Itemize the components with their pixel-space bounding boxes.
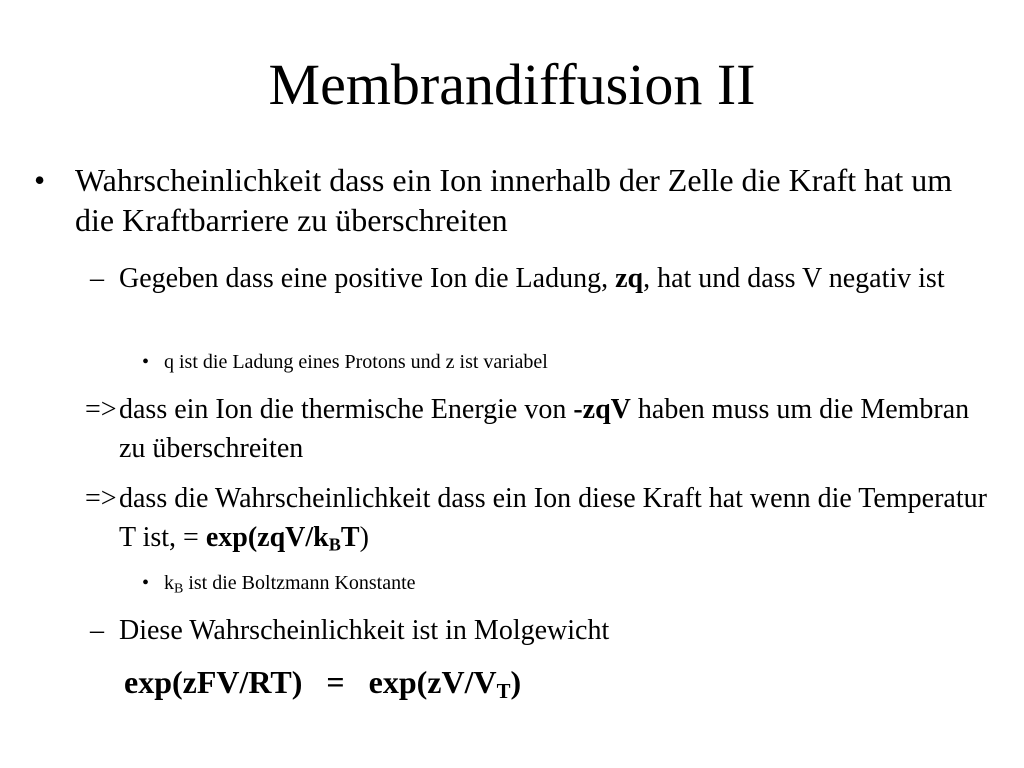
- arrow-marker: =>: [85, 483, 117, 514]
- sub-bullet-item: [0, 611, 1024, 650]
- emphasis: zq: [615, 263, 644, 294]
- sub-bullet-text: Diese Wahrscheinlichkeit ist in Molgewicht: [119, 615, 610, 646]
- bullet-item: [0, 160, 1024, 244]
- dash-icon: –: [90, 263, 104, 294]
- implication-text-block: dass ein Ion die thermische Energie von -zqV haben muss um die Membran zu überschreiten: [119, 394, 970, 464]
- emphasis: $\exp(zqV/k_BT$: [205, 522, 360, 555]
- bullet-text: Wahrscheinlichkeit dass ein Ion innerhalb der Zelle die Kraft hat um die Kraftbarriere zu überschreiten: [75, 162, 953, 238]
- formula-equals: =: [326, 664, 345, 700]
- small-bullet-icon: •: [142, 351, 150, 373]
- emphasis: -zqV: [573, 394, 631, 425]
- dash-icon: –: [90, 615, 104, 646]
- sub-sub-bullet-item: [0, 570, 1024, 596]
- sub-bullet-text: Gegeben dass eine positive Ion die Ladung, zq, hat und dass V negativ ist: [119, 263, 945, 294]
- bullet-icon: •: [34, 162, 46, 198]
- sub-sub-bullet-text: $k_B$ ist die Boltzmann Konstante: [164, 572, 416, 597]
- formula: [124, 662, 521, 702]
- sub-bullet-item: [0, 259, 1024, 337]
- formula-left: exp(zFV/RT): [124, 664, 303, 700]
- sub-sub-bullet-item: [0, 349, 1024, 375]
- formula-right: $\exp(zV/V_T)$: [368, 664, 522, 704]
- sub-sub-bullet-text: q ist die Ladung eines Protons und z ist variabel: [164, 351, 548, 373]
- slide-title: Membrandiffusion II: [268, 52, 756, 117]
- small-bullet-icon: •: [142, 572, 150, 594]
- implication-text-block: dass die Wahrscheinlichkeit dass ein Ion diese Kraft hat wenn die Temperatur T ist, = $\exp(zqV/k_BT)$: [119, 483, 987, 555]
- arrow-marker: =>: [85, 394, 117, 425]
